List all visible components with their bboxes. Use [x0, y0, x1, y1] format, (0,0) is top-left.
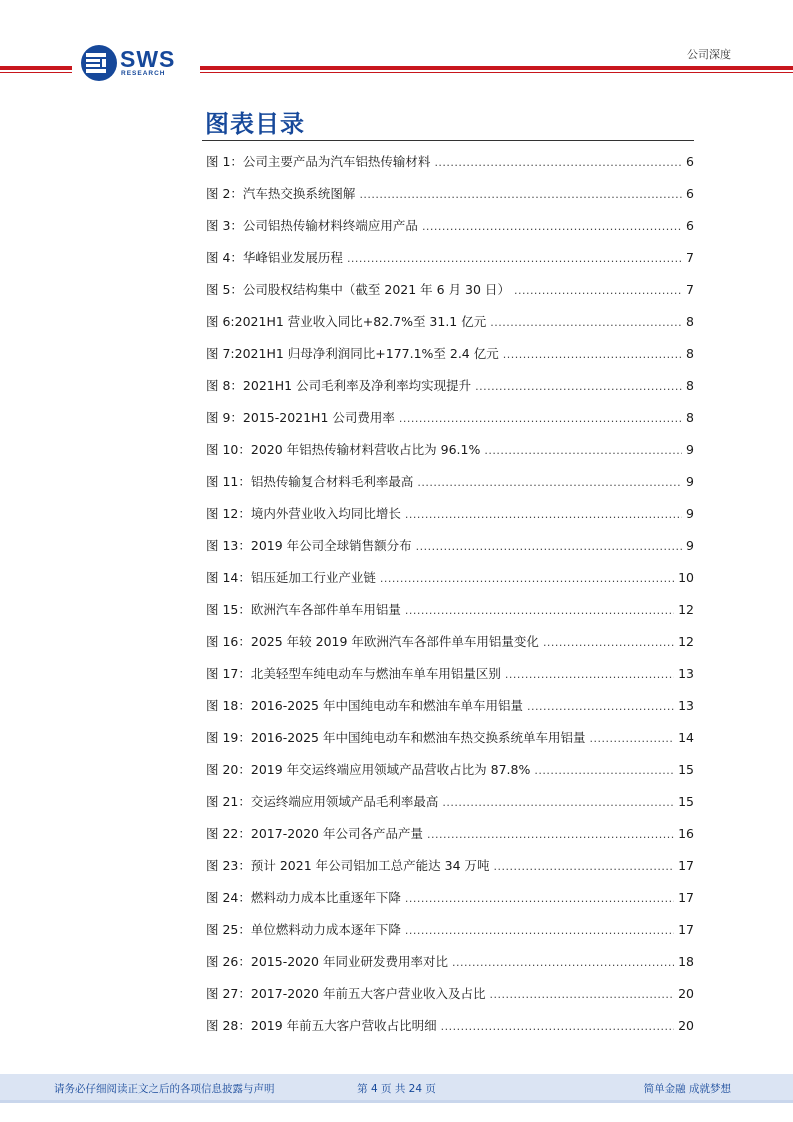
toc-leader-dots	[514, 281, 682, 301]
toc-entry-page[interactable]: 9	[686, 474, 694, 489]
toc-entry-label[interactable]: 图 4：华峰铝业发展历程	[206, 250, 343, 265]
toc-leader-dots	[442, 793, 674, 813]
logo-subtext: RESEARCH	[121, 70, 166, 77]
toc-entry-page[interactable]: 9	[686, 538, 694, 553]
sws-logo-icon	[80, 44, 118, 82]
toc-leader-dots	[490, 313, 682, 333]
toc-leader-dots	[490, 985, 675, 1005]
toc-entry[interactable]	[206, 568, 694, 600]
toc-leader-dots	[475, 377, 682, 397]
footer-page-number: 第 4 页 共 24 页	[357, 1083, 436, 1095]
toc-leader-dots	[543, 633, 674, 653]
toc-entry[interactable]	[206, 600, 694, 632]
toc-entry-page[interactable]: 17	[678, 922, 694, 937]
toc-leader-dots	[503, 345, 682, 365]
toc-entry-page[interactable]: 17	[678, 858, 694, 873]
title-divider	[202, 140, 694, 141]
toc-entry-page[interactable]: 15	[678, 794, 694, 809]
toc-entry-label[interactable]: 图 1：公司主要产品为汽车铝热传输材料	[206, 154, 431, 169]
header-rule-right	[200, 66, 793, 70]
toc-entry-page[interactable]: 8	[686, 346, 694, 361]
toc-entry[interactable]	[206, 472, 694, 504]
toc-entry[interactable]	[206, 152, 694, 184]
toc-leader-dots	[484, 441, 682, 461]
toc-entry[interactable]	[206, 536, 694, 568]
toc-entry-page[interactable]: 18	[678, 954, 694, 969]
toc-entry-page[interactable]: 14	[678, 730, 694, 745]
toc-leader-dots	[494, 857, 675, 877]
toc-entry[interactable]	[206, 632, 694, 664]
header-rule-left	[0, 66, 72, 70]
toc-entry-page[interactable]: 17	[678, 890, 694, 905]
footer-band-edge	[0, 1100, 793, 1103]
toc-entry[interactable]	[206, 664, 694, 696]
toc-leader-dots	[590, 729, 675, 749]
toc-entry-page[interactable]: 16	[678, 826, 694, 841]
toc-entry[interactable]	[206, 728, 694, 760]
toc-entry[interactable]	[206, 824, 694, 856]
toc-entry[interactable]	[206, 504, 694, 536]
toc-entry-label[interactable]: 图 18：2016-2025 年中国纯电动车和燃油车单车用铝量	[206, 698, 523, 713]
toc-entry[interactable]	[206, 248, 694, 280]
toc-entry-page[interactable]: 13	[678, 698, 694, 713]
toc-entry[interactable]	[206, 888, 694, 920]
toc-entry-page[interactable]: 8	[686, 378, 694, 393]
toc-leader-dots	[405, 921, 674, 941]
toc-leader-dots	[422, 217, 682, 237]
header-rule-left-thin	[0, 72, 72, 73]
toc-entry-label[interactable]: 图 20：2019 年交运终端应用领域产品营收占比为 87.8%	[206, 762, 531, 777]
toc-entry-label[interactable]: 图 8：2021H1 公司毛利率及净利率均实现提升	[206, 378, 472, 393]
toc-entry-page[interactable]: 10	[678, 570, 694, 585]
toc-entry-label[interactable]: 图 21：交运终端应用领域产品毛利率最高	[206, 794, 439, 809]
toc-entry[interactable]	[206, 408, 694, 440]
toc-entry-label[interactable]: 图 19：2016-2025 年中国纯电动车和燃油车热交换系统单车用铝量	[206, 730, 586, 745]
toc-leader-dots	[405, 601, 674, 621]
toc-entry-label[interactable]: 图 15：欧洲汽车各部件单车用铝量	[206, 602, 401, 617]
footer-disclaimer: 请务必仔细阅读正文之后的各项信息披露与声明	[54, 1083, 275, 1095]
toc-entry-page[interactable]: 6	[686, 218, 694, 233]
toc-entry-page[interactable]: 12	[678, 602, 694, 617]
toc-entry[interactable]	[206, 696, 694, 728]
toc-entry[interactable]	[206, 952, 694, 984]
toc-entry[interactable]	[206, 792, 694, 824]
toc-entry-label[interactable]: 图 2：汽车热交换系统图解	[206, 186, 356, 201]
toc-leader-dots	[405, 889, 674, 909]
toc-entry-label[interactable]: 图 26：2015-2020 年同业研发费用率对比	[206, 954, 448, 969]
page-title: 图表目录	[205, 110, 305, 138]
toc-entry-page[interactable]: 9	[686, 442, 694, 457]
toc-entry-label[interactable]: 图 9：2015-2021H1 公司费用率	[206, 410, 395, 425]
toc-entry-page[interactable]: 13	[678, 666, 694, 681]
sws-logo	[80, 44, 190, 84]
toc-entry-page[interactable]: 15	[678, 762, 694, 777]
toc-entry[interactable]	[206, 1016, 694, 1048]
logo-text: SWS	[120, 46, 176, 72]
toc-entry-page[interactable]: 7	[686, 282, 694, 297]
toc-entry[interactable]	[206, 216, 694, 248]
toc-entry-label[interactable]: 图 13：2019 年公司全球销售额分布	[206, 538, 412, 553]
figure-list	[206, 152, 694, 1048]
toc-entry-page[interactable]: 6	[686, 154, 694, 169]
toc-entry-label[interactable]: 图 16：2025 年较 2019 年欧洲汽车各部件单车用铝量变化	[206, 634, 539, 649]
toc-leader-dots	[452, 953, 674, 973]
toc-entry-page[interactable]: 12	[678, 634, 694, 649]
toc-entry-label[interactable]: 图 10：2020 年铝热传输材料营收占比为 96.1%	[206, 442, 481, 457]
toc-entry[interactable]	[206, 376, 694, 408]
toc-leader-dots	[417, 473, 682, 493]
toc-leader-dots	[399, 409, 682, 429]
toc-entry-label[interactable]: 图 24：燃料动力成本比重逐年下降	[206, 890, 401, 905]
toc-entry-label[interactable]: 图 28：2019 年前五大客户营收占比明细	[206, 1018, 437, 1033]
toc-entry-page[interactable]: 8	[686, 410, 694, 425]
toc-entry-page[interactable]: 20	[678, 986, 694, 1001]
toc-entry[interactable]	[206, 984, 694, 1016]
toc-entry[interactable]	[206, 344, 694, 376]
toc-entry[interactable]	[206, 440, 694, 472]
toc-entry[interactable]	[206, 312, 694, 344]
toc-leader-dots	[359, 185, 682, 205]
toc-entry-label[interactable]: 图 14：铝压延加工行业产业链	[206, 570, 376, 585]
toc-entry-page[interactable]: 9	[686, 506, 694, 521]
toc-entry-page[interactable]: 8	[686, 314, 694, 329]
toc-entry[interactable]	[206, 280, 694, 312]
toc-entry-page[interactable]: 7	[686, 250, 694, 265]
toc-entry-label[interactable]: 图 5：公司股权结构集中（截至 2021 年 6 月 30 日）	[206, 282, 510, 297]
toc-leader-dots	[505, 665, 674, 685]
toc-entry-label[interactable]: 图 3：公司铝热传输材料终端应用产品	[206, 218, 418, 233]
toc-leader-dots	[405, 505, 682, 525]
toc-entry-label[interactable]: 图 7:2021H1 归母净利润同比+177.1%至 2.4 亿元	[206, 346, 499, 361]
footer-slogan: 简单金融 成就梦想	[643, 1083, 731, 1095]
toc-entry[interactable]	[206, 184, 694, 216]
toc-leader-dots	[527, 697, 674, 717]
toc-leader-dots	[347, 249, 682, 269]
toc-entry-label[interactable]: 图 6:2021H1 营业收入同比+82.7%至 31.1 亿元	[206, 314, 487, 329]
toc-entry[interactable]	[206, 856, 694, 888]
toc-leader-dots	[534, 761, 674, 781]
toc-entry-label[interactable]: 图 27：2017-2020 年前五大客户营业收入及占比	[206, 986, 486, 1001]
toc-leader-dots	[441, 1017, 674, 1037]
header-rule-right-thin	[200, 72, 793, 73]
toc-entry[interactable]	[206, 760, 694, 792]
toc-leader-dots	[380, 569, 674, 589]
toc-entry-label[interactable]: 图 12：境内外营业收入均同比增长	[206, 506, 401, 521]
toc-entry-label[interactable]: 图 23：预计 2021 年公司铝加工总产能达 34 万吨	[206, 858, 490, 873]
toc-leader-dots	[416, 537, 682, 557]
toc-entry-label[interactable]: 图 17：北美轻型车纯电动车与燃油车单车用铝量区别	[206, 666, 501, 681]
toc-entry[interactable]	[206, 920, 694, 952]
toc-leader-dots	[434, 153, 682, 173]
toc-entry-label[interactable]: 图 25：单位燃料动力成本逐年下降	[206, 922, 401, 937]
toc-entry-label[interactable]: 图 22：2017-2020 年公司各产品产量	[206, 826, 423, 841]
toc-leader-dots	[427, 825, 674, 845]
report-type-label: 公司深度	[687, 48, 731, 61]
toc-entry-page[interactable]: 6	[686, 186, 694, 201]
toc-entry-page[interactable]: 20	[678, 1018, 694, 1033]
toc-entry-label[interactable]: 图 11：铝热传输复合材料毛利率最高	[206, 474, 414, 489]
